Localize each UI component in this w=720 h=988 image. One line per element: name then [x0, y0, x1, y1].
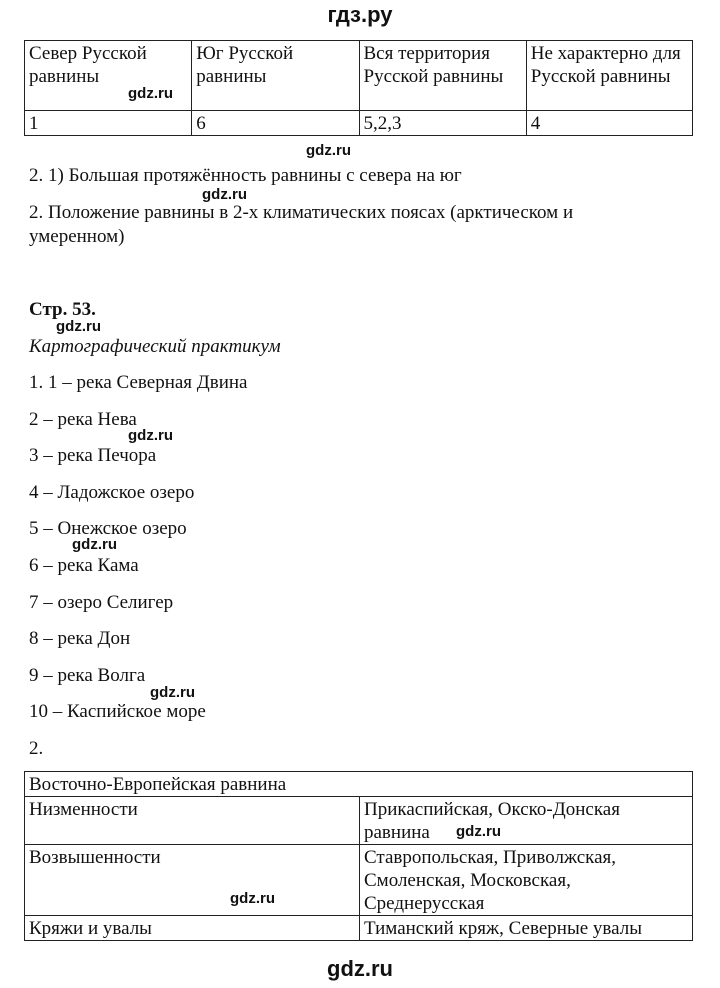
table-value-cell: [360, 797, 693, 845]
table-cell: 4: [526, 111, 692, 136]
list-item: 1. 1 – река Северная Двина: [29, 372, 248, 393]
table-cell: 1: [25, 111, 192, 136]
cell-line: Смоленская, Московская,: [364, 870, 571, 891]
watermark: gdz.ru: [456, 823, 501, 840]
list-item: 7 – озеро Селигер: [29, 592, 174, 613]
list-item: 9 – река Волга: [29, 665, 146, 686]
table-label-cell: Возвышенности: [25, 845, 360, 916]
table-value-cell: Тиманский кряж, Северные увалы: [360, 916, 693, 941]
list-item: 8 – река Дон: [29, 628, 131, 649]
table-cell: 6: [192, 111, 359, 136]
table-row: [25, 916, 693, 941]
table-row: [25, 845, 693, 916]
list-item: 4 – Ладожское озеро: [29, 482, 195, 503]
table-value-cell: [360, 845, 693, 916]
cell-line: Прикаспийская, Окско-Донская: [364, 799, 620, 820]
table-cell: 5,2,3: [359, 111, 526, 136]
answer-line: 2. 1) Большая протяжённость равнины с севера на юг: [29, 165, 462, 186]
list-item: 2 – река Нева: [29, 409, 137, 430]
table-header-row: [25, 41, 693, 111]
relief-table: [24, 771, 693, 941]
table-title-row: [25, 772, 693, 797]
table-header-cell: Юг Русской равнины: [192, 41, 359, 111]
list-item: 10 – Каспийское море: [29, 701, 206, 722]
watermark: gdz.ru: [230, 890, 275, 907]
site-footer: gdz.ru: [327, 956, 393, 981]
list-item: 6 – река Кама: [29, 555, 139, 576]
watermark: gdz.ru: [306, 142, 351, 159]
watermark: gdz.ru: [56, 318, 101, 335]
cell-line: Среднерусская: [364, 893, 485, 914]
watermark: gdz.ru: [128, 427, 173, 444]
page-title: Стр. 53.: [29, 299, 96, 320]
table-label-cell: Кряжи и увалы: [25, 916, 360, 941]
table-row: [25, 797, 693, 845]
classification-table: [24, 40, 693, 136]
watermark: gdz.ru: [150, 684, 195, 701]
watermark: gdz.ru: [202, 186, 247, 203]
table-header-cell: Вся территория Русской равнины: [359, 41, 526, 111]
task-number: 2.: [29, 738, 44, 759]
watermark: gdz.ru: [72, 536, 117, 553]
watermark: gdz.ru: [128, 85, 173, 102]
list-item: 3 – река Печора: [29, 445, 157, 466]
cell-line: Ставропольская, Приволжская,: [364, 847, 617, 868]
table-label-cell: Низменности: [25, 797, 360, 845]
cell-line: равнина: [364, 822, 430, 843]
table-header-cell: Север Русской равнины: [25, 41, 192, 111]
answer-line: умеренном): [29, 226, 125, 247]
table-row: [25, 111, 693, 136]
answer-line: 2. Положение равнины в 2-х климатических поясах (арктическом и: [29, 202, 574, 223]
table-header-cell: Не характерно для Русской равнины: [526, 41, 692, 111]
list-item: 5 – Онежское озеро: [29, 518, 187, 539]
site-header: гдз.ру: [327, 2, 393, 27]
table-title-cell: Восточно-Европейская равнина: [25, 772, 693, 797]
section-subtitle: Картографический практикум: [29, 336, 281, 357]
